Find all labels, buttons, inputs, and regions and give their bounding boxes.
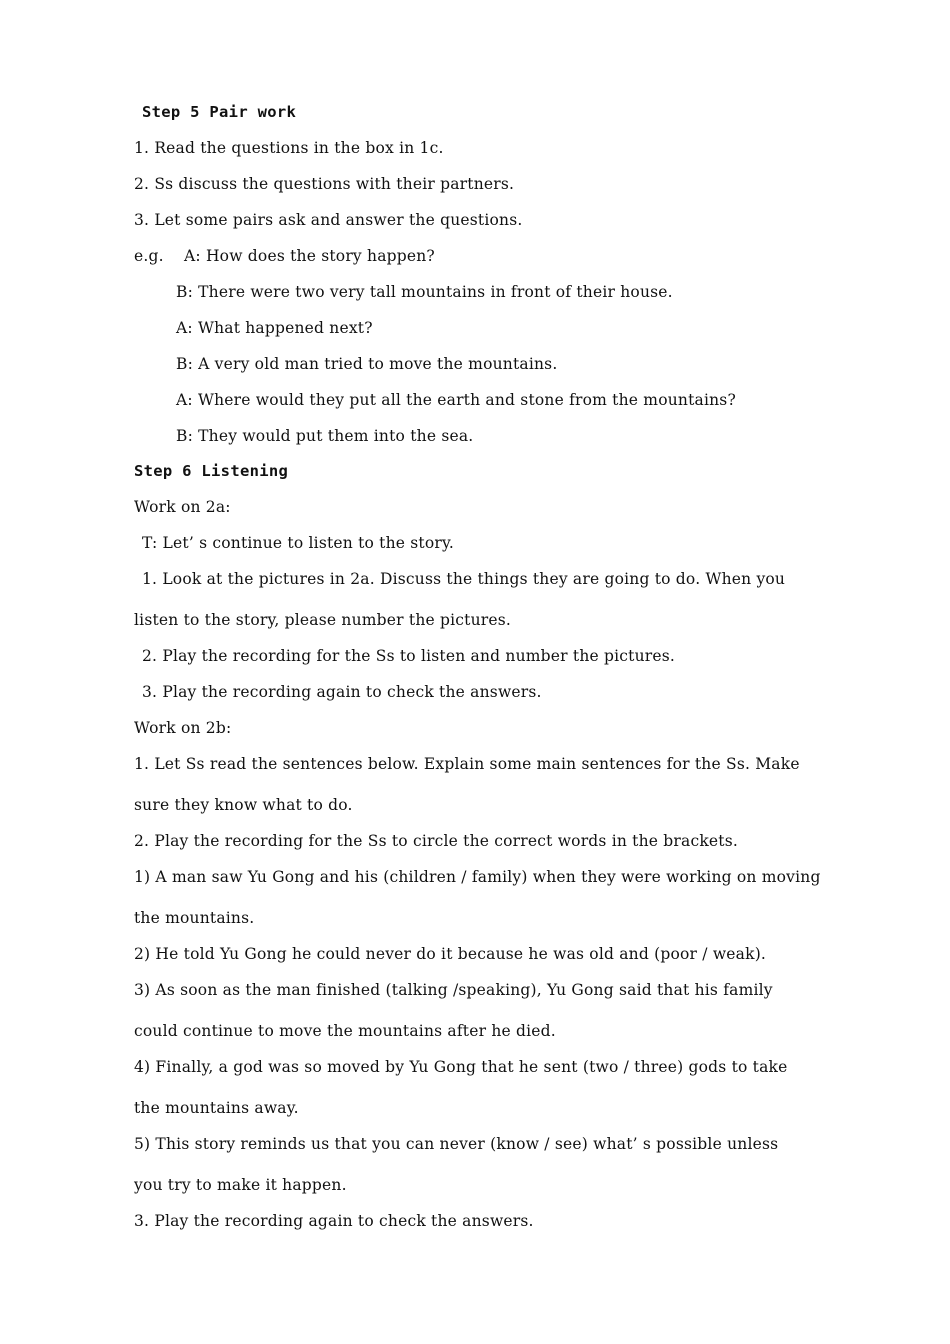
sentence-4-line-2: the mountains away. bbox=[134, 1099, 299, 1117]
work-2b-item-1-line-1: 1. Let Ss read the sentences below. Explain some main sentences for the Ss. Make bbox=[134, 755, 800, 773]
dialogue-line-4: B: A very old man tried to move the mountains. bbox=[176, 355, 558, 373]
work-2a-item-3: 3. Play the recording again to check the answers. bbox=[142, 683, 542, 701]
step6-heading: Step 6 Listening bbox=[134, 462, 289, 480]
sentence-4-line-1: 4) Finally, a god was so moved by Yu Gong that he sent (two / three) gods to take bbox=[134, 1058, 788, 1076]
work-2a-label: Work on 2a: bbox=[134, 498, 231, 516]
sentence-5-line-1: 5) This story reminds us that you can never (know / see) what’ s possible unless bbox=[134, 1135, 779, 1153]
work-2a-item-1-line-2: listen to the story, please number the pictures. bbox=[134, 611, 512, 629]
sentence-3-line-1: 3) As soon as the man finished (talking /speaking), Yu Gong said that his family bbox=[134, 981, 773, 999]
step5-heading: Step 5 Pair work bbox=[142, 103, 297, 121]
dialogue-line-1: A: How does the story happen? bbox=[184, 247, 435, 265]
work-2b-item-1-line-2: sure they know what to do. bbox=[134, 796, 353, 814]
step5-item-1: 1. Read the questions in the box in 1c. bbox=[134, 139, 444, 157]
sentence-3-line-2: could continue to move the mountains after he died. bbox=[134, 1022, 556, 1040]
work-2b-item-2: 2. Play the recording for the Ss to circle the correct words in the brackets. bbox=[134, 832, 739, 850]
dialogue-line-3: A: What happened next? bbox=[176, 319, 373, 337]
work-2b-label: Work on 2b: bbox=[134, 719, 232, 737]
sentence-5-line-2: you try to make it happen. bbox=[134, 1176, 347, 1194]
sentence-1-line-2: the mountains. bbox=[134, 909, 255, 927]
sentence-2: 2) He told Yu Gong he could never do it because he was old and (poor / weak). bbox=[134, 945, 767, 963]
sentence-1-line-1: 1) A man saw Yu Gong and his (children / family) when they were working on moving bbox=[134, 868, 821, 886]
example-label: e.g. bbox=[134, 247, 164, 265]
work-2a-item-1-line-1: 1. Look at the pictures in 2a. Discuss the things they are going to do. When you bbox=[142, 570, 786, 588]
dialogue-line-5: A: Where would they put all the earth and stone from the mountains? bbox=[176, 391, 736, 409]
step5-item-2: 2. Ss discuss the questions with their partners. bbox=[134, 175, 515, 193]
teacher-line: T: Let’ s continue to listen to the story. bbox=[142, 534, 455, 552]
work-2a-item-2: 2. Play the recording for the Ss to listen and number the pictures. bbox=[142, 647, 676, 665]
step5-item-3: 3. Let some pairs ask and answer the questions. bbox=[134, 211, 523, 229]
work-2b-item-3: 3. Play the recording again to check the answers. bbox=[134, 1212, 534, 1230]
dialogue-line-2: B: There were two very tall mountains in front of their house. bbox=[176, 283, 673, 301]
dialogue-line-6: B: They would put them into the sea. bbox=[176, 427, 474, 445]
